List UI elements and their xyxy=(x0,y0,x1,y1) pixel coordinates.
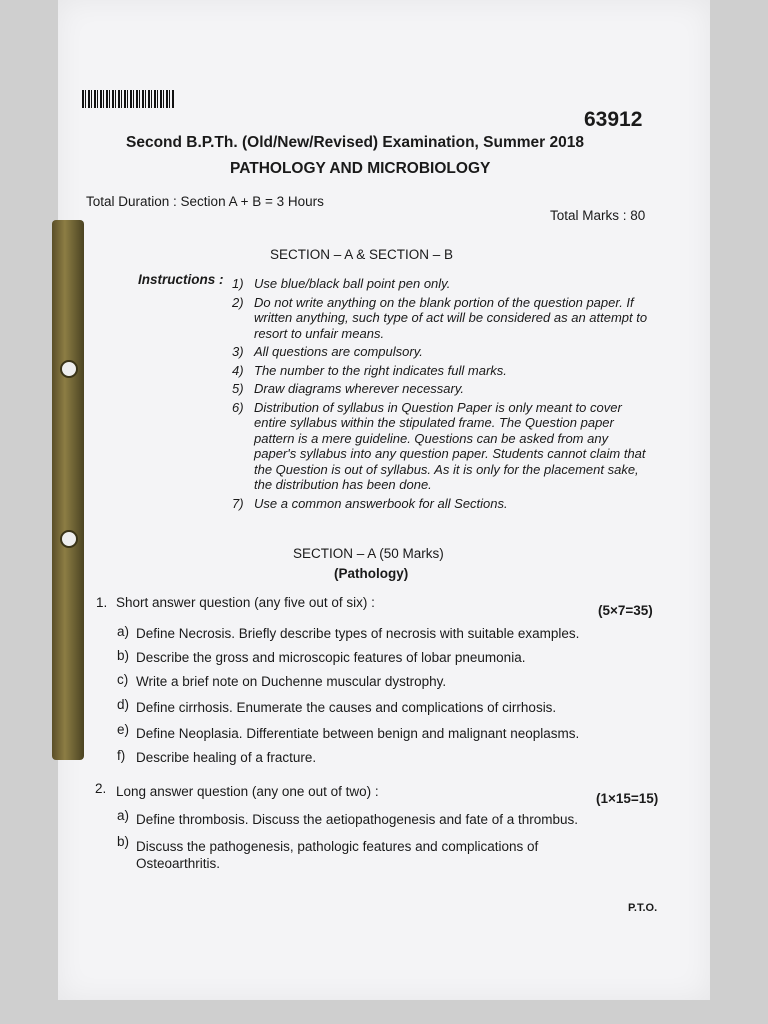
question-marks: (1×15=15) xyxy=(596,791,659,806)
question-number: 1. xyxy=(96,595,108,610)
question-marks: (5×7=35) xyxy=(598,603,653,618)
subquestion-text: Discuss the pathogenesis, pathologic features and complications of Osteoarthritis. xyxy=(136,839,539,871)
instructions-list xyxy=(232,276,652,514)
subquestion-text: Define cirrhosis. Enumerate the causes and complications of cirrhosis. xyxy=(136,700,557,715)
punch-hole xyxy=(60,530,78,548)
instruction-text: Use a common answerbook for all Sections. xyxy=(254,495,508,511)
subquestion-label: f) xyxy=(117,748,126,763)
subquestion-label: b) xyxy=(117,834,130,849)
subquestion-label: d) xyxy=(117,697,130,712)
section-a-title: SECTION – A (50 Marks) xyxy=(293,546,444,561)
instruction-number: 7) xyxy=(232,495,244,511)
instructions-label: Instructions : xyxy=(138,272,224,287)
question-number: 2. xyxy=(95,781,107,796)
instruction-number: 2) xyxy=(232,294,244,310)
instruction-item xyxy=(232,496,652,512)
instruction-number: 6) xyxy=(232,399,244,415)
total-duration: Total Duration : Section A + B = 3 Hours xyxy=(86,194,324,209)
instruction-item xyxy=(232,363,652,379)
question-text: Short answer question (any five out of six) : xyxy=(116,595,375,610)
subquestion-label: a) xyxy=(117,808,130,823)
sections-heading: SECTION – A & SECTION – B xyxy=(270,247,454,262)
paper-code: 63912 xyxy=(584,108,643,131)
subquestion-label: c) xyxy=(117,672,129,687)
subquestion-text: Write a brief note on Duchenne muscular dystrophy. xyxy=(136,674,447,689)
instruction-text: Draw diagrams wherever necessary. xyxy=(254,381,464,396)
instruction-text: Distribution of syllabus in Question Paper is only meant to cover entire syllabus within the stipulated frame. The Question paper pattern is a mere guideline. Questions can be asked from any paper's syllabus into any question paper. Students cannot claim that the Question is out of syllabus. As it is only for the placement sake, the distribution has been done. xyxy=(254,399,646,492)
subquestion-label: a) xyxy=(117,624,130,639)
subquestion-text: Describe the gross and microscopic features of lobar pneumonia. xyxy=(136,650,526,665)
instruction-number: 4) xyxy=(232,362,244,378)
subquestion-text: Define Neoplasia. Differentiate between benign and malignant neoplasms. xyxy=(136,726,580,741)
instruction-text: Do not write anything on the blank portion of the question paper. If written anything, such type of act will be considered as an attempt to resort to unfair means. xyxy=(254,294,648,341)
instruction-text: All questions are compulsory. xyxy=(254,344,423,359)
exam-title: Second B.P.Th. (Old/New/Revised) Examination, Summer 2018 xyxy=(126,134,584,151)
question-text: Long answer question (any one out of two) : xyxy=(116,784,379,799)
section-a-subtitle: (Pathology) xyxy=(334,566,409,581)
instruction-item xyxy=(232,381,652,397)
instruction-number: 3) xyxy=(232,344,244,359)
instruction-text: The number to the right indicates full marks. xyxy=(254,362,507,378)
subquestion-text: Define thrombosis. Discuss the aetiopathogenesis and fate of a thrombus. xyxy=(136,812,578,827)
subquestion-label: e) xyxy=(117,722,130,737)
subject-title: PATHOLOGY AND MICROBIOLOGY xyxy=(230,160,491,177)
file-tag-strip xyxy=(52,220,84,760)
instruction-item xyxy=(232,276,652,292)
please-turn-over: P.T.O. xyxy=(628,902,658,914)
instruction-number: 1) xyxy=(232,276,244,291)
instruction-text: Use blue/black ball point pen only. xyxy=(254,276,451,291)
instruction-item xyxy=(232,295,652,342)
instruction-number: 5) xyxy=(232,381,244,396)
subquestion-text: Define Necrosis. Briefly describe types of necrosis with suitable examples. xyxy=(136,626,580,641)
total-marks: Total Marks : 80 xyxy=(550,208,646,223)
instruction-item xyxy=(232,400,652,493)
subquestion-text: Describe healing of a fracture. xyxy=(136,750,317,765)
instruction-item xyxy=(232,344,652,360)
barcode xyxy=(82,90,174,108)
punch-hole xyxy=(60,360,78,378)
subquestion-label: b) xyxy=(117,648,130,663)
